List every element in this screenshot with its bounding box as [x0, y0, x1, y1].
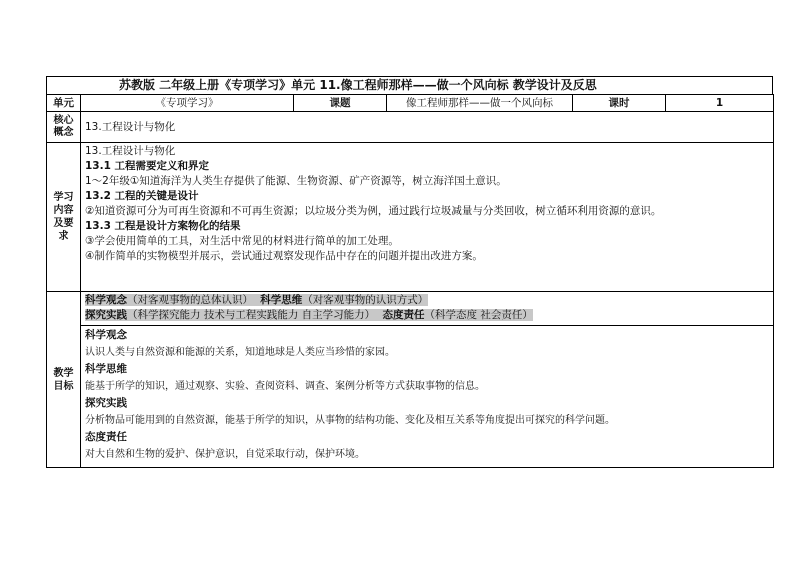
requirements-row: [47, 143, 774, 292]
goals-label-text: 教学目标: [53, 367, 74, 392]
period-label: 课时: [573, 95, 666, 112]
goal-summary-segment: （科学探究能力 技术与工程实践能力 自主学习能力）: [127, 309, 376, 321]
goals-label: [47, 292, 81, 468]
requirement-line: ④制作简单的实物模型并展示，尝试通过观察发现作品中存在的问题并提出改进方案。: [85, 250, 483, 262]
goal-heading: 科学观念: [85, 329, 127, 341]
unit-label: 单元: [47, 95, 81, 112]
goal-text: 对大自然和生物的爱护、保护意识，自觉采取行动，保护环境。: [85, 449, 365, 460]
requirements-content: [81, 143, 774, 292]
requirements-lines: [85, 144, 773, 264]
goal-heading: 态度责任: [85, 431, 127, 443]
core-concept-value: 13.工程设计与物化: [81, 112, 774, 143]
goal-heading: 科学思维: [85, 363, 127, 375]
requirements-label-text: 学习内容及要求: [53, 192, 74, 242]
unit-value: 《专项学习》: [81, 95, 294, 112]
goals-summary-1-text: [85, 294, 428, 306]
requirement-line: ③学会使用简单的工具，对生活中常见的材料进行简单的加工处理。: [85, 235, 399, 247]
requirement-line: 13.工程设计与物化: [85, 145, 176, 157]
goal-heading: 探究实践: [85, 397, 127, 409]
goals-summary-2: [81, 308, 773, 325]
document-title: 苏教版 二年级上册《专项学习》单元 11.像工程师那样——做一个风向标 教学设计及反思: [46, 76, 773, 94]
lesson-plan-document: [46, 76, 773, 468]
goal-summary-segment: （对客观事物的总体认识）: [127, 294, 253, 306]
goal-text: 能基于所学的知识，通过观察、实验、查阅资料、调查、案例分析等方式获取事物的信息。: [85, 381, 485, 392]
topic-value: 像工程师那样——做一个风向标: [387, 95, 573, 112]
core-concept-label: [47, 112, 81, 143]
core-concept-label-text: 核心概念: [53, 115, 74, 138]
goal-summary-segment: 科学观念: [85, 294, 127, 306]
goals-summary-1: [81, 292, 773, 308]
goal-summary-segment: （科学态度 社会责任）: [424, 309, 533, 321]
requirement-line: ②知道资源可分为可再生资源和不可再生资源；以垃圾分类为例，通过践行垃圾减量与分类回收，树立循环利用资源的意识。: [85, 205, 662, 217]
goals-content: [81, 292, 774, 468]
period-value: 1: [666, 95, 774, 112]
requirements-label: [47, 143, 81, 292]
topic-label: 课题: [294, 95, 387, 112]
goals-row: [47, 292, 774, 468]
goal-text: 认识人类与自然资源和能源的关系，知道地球是人类应当珍惜的家园。: [85, 347, 395, 358]
core-concept-row: [47, 112, 774, 143]
requirement-line: 13.1 工程需要定义和界定: [85, 160, 210, 172]
goal-summary-segment: （对客观事物的认识方式）: [302, 294, 429, 306]
requirement-line: 1～2年级①知道海洋为人类生存提供了能源、生物资源、矿产资源等，树立海洋国土意识。: [85, 175, 507, 187]
requirement-line: 13.2 工程的关键是设计: [85, 190, 199, 202]
header-row: [47, 95, 774, 112]
goal-text: 分析物品可能用到的自然资源，能基于所学的知识，从事物的结构功能、变化及相互关系等角度提出可探究的科学问题。: [85, 415, 615, 426]
lesson-plan-table: [46, 94, 774, 468]
goals-items: [81, 325, 773, 467]
requirement-line: 13.3 工程是设计方案物化的结果: [85, 220, 241, 232]
goal-summary-segment: 科学思维: [253, 294, 303, 306]
goal-summary-segment: 态度责任: [375, 309, 425, 321]
goal-summary-segment: 探究实践: [85, 309, 127, 321]
goals-summary-2-text: [85, 309, 533, 321]
